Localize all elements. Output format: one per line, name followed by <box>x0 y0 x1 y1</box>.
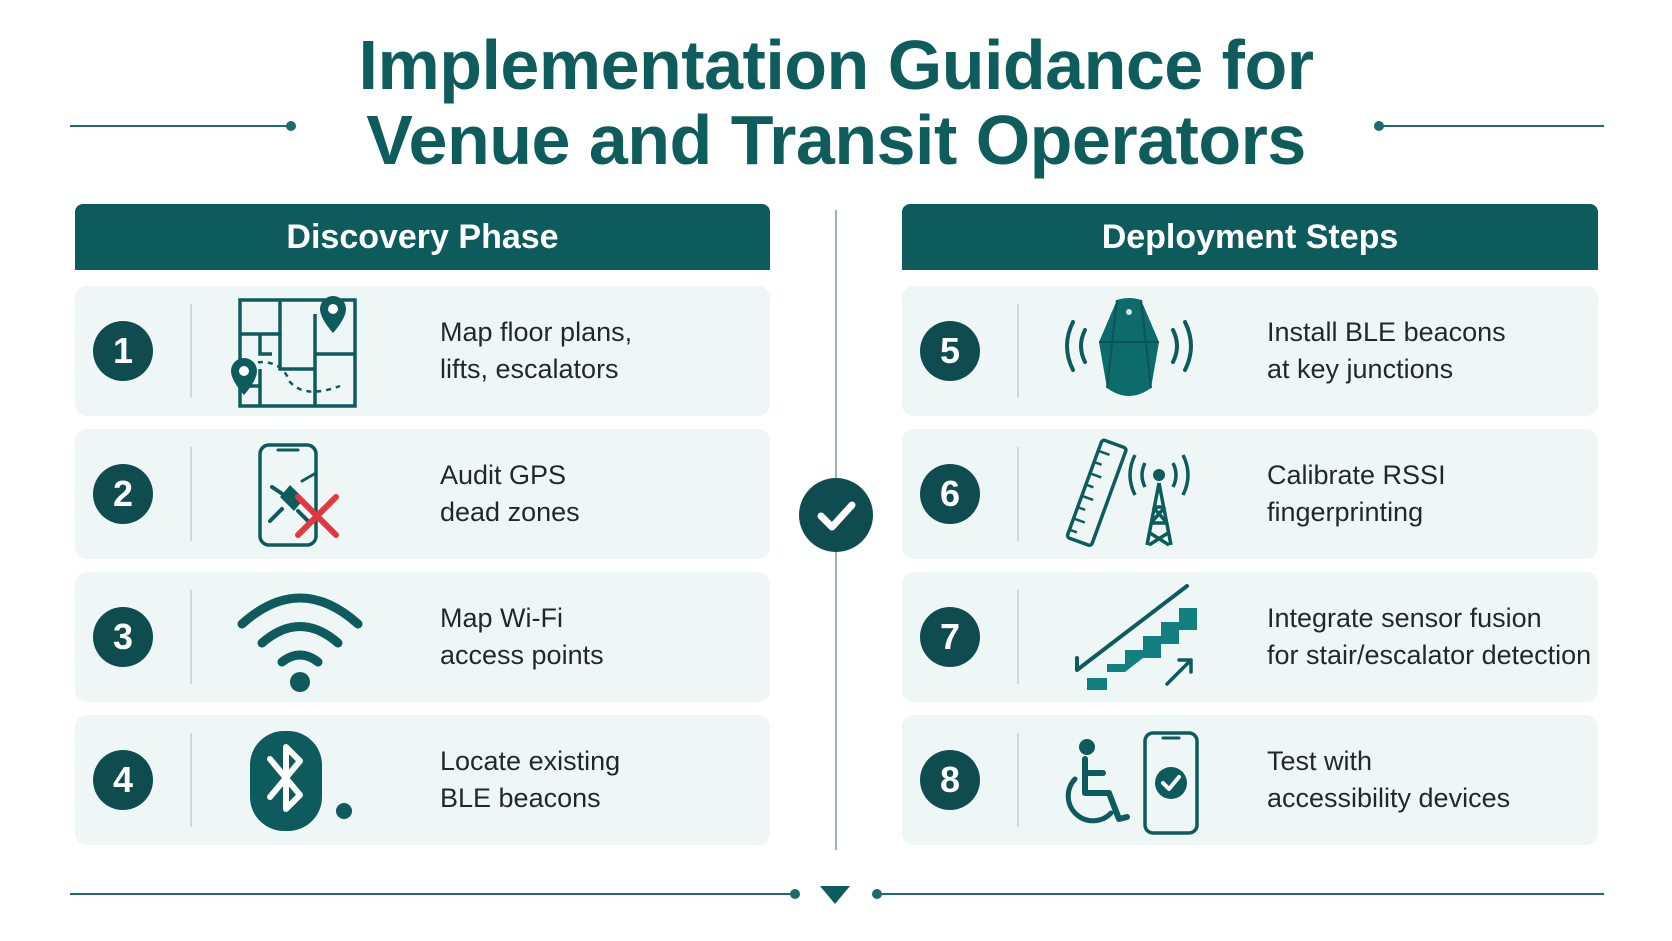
step-text <box>1267 286 1506 416</box>
step-text-line-2: access points <box>440 640 604 670</box>
step-number-badge: 2 <box>93 464 153 524</box>
step-text-line-2: fingerprinting <box>1267 497 1424 527</box>
step-number-badge: 4 <box>93 750 153 810</box>
step-text-line-2: lifts, escalators <box>440 354 619 384</box>
step-text-line-1: Audit GPS <box>440 460 567 490</box>
card-divider <box>1017 304 1019 398</box>
page-title <box>0 28 1672 178</box>
step-number-badge: 5 <box>920 321 980 381</box>
card-divider <box>190 733 192 827</box>
step-text <box>440 572 604 702</box>
checkmark-icon <box>799 478 873 552</box>
card-divider <box>1017 447 1019 541</box>
bottom-rule-left <box>70 893 790 895</box>
stairs-icon <box>1047 580 1212 694</box>
wifi-icon <box>220 580 385 694</box>
gps-dead-zone-icon <box>220 437 385 551</box>
bottom-rule-right <box>882 893 1604 895</box>
title-rule-left-dot <box>286 121 296 131</box>
step-text <box>1267 429 1446 559</box>
step-card-8 <box>902 715 1598 845</box>
step-number-badge: 7 <box>920 607 980 667</box>
title-line-2: Venue and Transit Operators <box>366 101 1306 179</box>
step-card-4 <box>75 715 770 845</box>
down-arrow-icon <box>820 886 850 904</box>
accessibility-phone-icon <box>1047 723 1212 837</box>
card-divider <box>1017 733 1019 827</box>
ble-beacon-icon <box>1047 294 1212 408</box>
title-rule-left <box>70 125 290 127</box>
step-card-5 <box>902 286 1598 416</box>
step-number-badge: 3 <box>93 607 153 667</box>
step-text <box>1267 715 1510 845</box>
step-card-6 <box>902 429 1598 559</box>
step-text-line-1: Integrate sensor fusion <box>1267 603 1542 633</box>
step-card-1 <box>75 286 770 416</box>
step-card-7 <box>902 572 1598 702</box>
bottom-rule-left-dot <box>790 889 800 899</box>
step-text-line-1: Calibrate RSSI <box>1267 460 1446 490</box>
card-divider <box>1017 590 1019 684</box>
step-number-badge: 6 <box>920 464 980 524</box>
title-rule-right <box>1382 125 1604 127</box>
step-card-3 <box>75 572 770 702</box>
floor-plan-map-icon <box>220 294 385 408</box>
bluetooth-icon <box>220 723 385 837</box>
bottom-rule-right-dot <box>872 889 882 899</box>
card-divider <box>190 590 192 684</box>
step-text-line-1: Install BLE beacons <box>1267 317 1506 347</box>
step-number-badge: 1 <box>93 321 153 381</box>
step-card-2 <box>75 429 770 559</box>
ruler-antenna-icon <box>1047 437 1212 551</box>
card-divider <box>190 447 192 541</box>
step-text-line-1: Test with <box>1267 746 1373 776</box>
deployment-steps-header: Deployment Steps <box>902 204 1598 270</box>
step-text-line-2: for stair/escalator detection <box>1267 640 1592 670</box>
title-line-1: Implementation Guidance for <box>358 26 1314 104</box>
step-text-line-2: BLE beacons <box>440 783 601 813</box>
card-divider <box>190 304 192 398</box>
step-text <box>440 286 632 416</box>
discovery-phase-header: Discovery Phase <box>75 204 770 270</box>
step-number-badge: 8 <box>920 750 980 810</box>
step-text-line-2: dead zones <box>440 497 580 527</box>
step-text-line-2: accessibility devices <box>1267 783 1511 813</box>
step-text <box>1267 572 1591 702</box>
step-text-line-1: Map Wi-Fi <box>440 603 563 633</box>
step-text <box>440 715 620 845</box>
step-text <box>440 429 580 559</box>
step-text-line-2: at key junctions <box>1267 354 1454 384</box>
step-text-line-1: Locate existing <box>440 746 621 776</box>
step-text-line-1: Map floor plans, <box>440 317 633 347</box>
